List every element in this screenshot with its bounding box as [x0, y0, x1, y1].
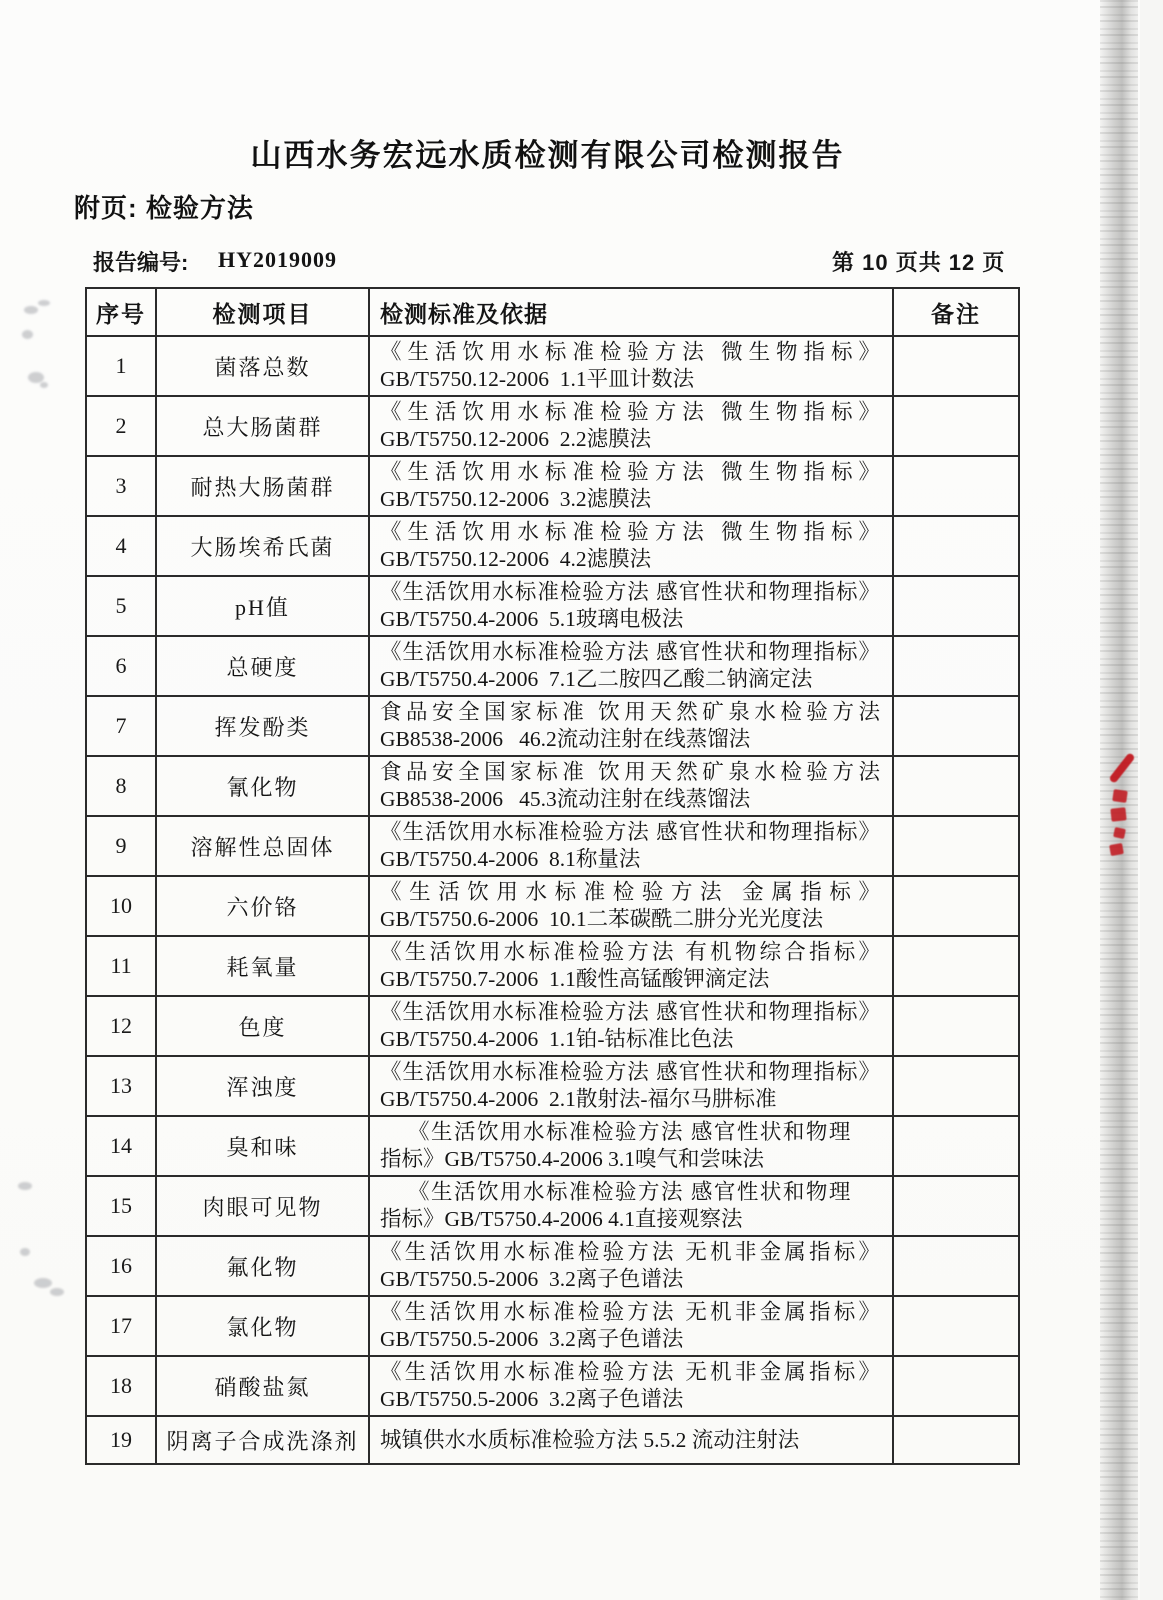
standard-line2: GB/T5750.6-2006 10.1二苯碳酰二肼分光光度法 — [380, 907, 824, 931]
test-item-label: 总大肠菌群 — [202, 414, 323, 440]
remark-cell — [893, 1056, 1019, 1116]
row-number: 9 — [115, 833, 127, 858]
standard-line1: 《生活饮用水标准检验方法 感官性状和物理指标》 — [380, 1000, 880, 1024]
remark-cell — [893, 636, 1019, 696]
standard-cell — [369, 1416, 893, 1464]
standard-line2: GB/T5750.7-2006 1.1酸性高锰酸钾滴定法 — [380, 967, 770, 991]
test-item-cell — [156, 1356, 369, 1416]
standard-cell — [369, 696, 893, 756]
remark-cell — [893, 1176, 1019, 1236]
standard-line2: GB/T5750.12-2006 4.2滤膜法 — [380, 547, 652, 571]
row-number: 1 — [115, 353, 127, 378]
remark-cell — [893, 1296, 1019, 1356]
stamp-stroke — [1108, 752, 1135, 784]
row-number-cell — [86, 936, 156, 996]
header-cell-index: 序号 — [86, 288, 156, 336]
test-item-label: 大肠埃希氏菌 — [190, 534, 335, 560]
table-row — [86, 936, 1019, 996]
test-item-cell — [156, 1236, 369, 1296]
standard-line1: 《生活饮用水标准检验方法 无机非金属指标》 — [380, 1240, 880, 1264]
stamp-mark — [1110, 807, 1126, 821]
scan-smudge — [34, 1278, 52, 1288]
remark-cell — [893, 1116, 1019, 1176]
standard-line1: 《生活饮用水标准检验方法 微生物指标》 — [380, 400, 880, 424]
standard-line2: GB8538-2006 45.3流动注射在线蒸馏法 — [380, 787, 751, 811]
table-row — [86, 816, 1019, 876]
standard-cell — [369, 756, 893, 816]
test-item-cell — [156, 456, 369, 516]
standard-cell — [369, 336, 893, 396]
remark-cell — [893, 456, 1019, 516]
standard-line2: GB/T5750.4-2006 5.1玻璃电极法 — [380, 607, 684, 631]
scan-smudge — [22, 330, 33, 339]
standard-cell — [369, 636, 893, 696]
table-row — [86, 396, 1019, 456]
red-stamp-fragment — [1103, 750, 1137, 870]
table-row — [86, 1356, 1019, 1416]
test-item-cell — [156, 696, 369, 756]
test-item-cell — [156, 636, 369, 696]
report-number-label: 报告编号: — [93, 250, 189, 275]
test-item-label: 耐热大肠菌群 — [190, 474, 335, 500]
row-number: 18 — [110, 1373, 132, 1398]
test-item-cell — [156, 1176, 369, 1236]
row-number-cell — [86, 1296, 156, 1356]
row-number: 13 — [110, 1073, 132, 1098]
standard-line2: 指标》GB/T5750.4-2006 3.1嗅气和尝味法 — [380, 1147, 765, 1171]
standard-cell — [369, 456, 893, 516]
stamp-mark — [1109, 843, 1124, 856]
appendix-subtitle: 附页: 检验方法 — [74, 193, 254, 223]
test-item-label: 浑浊度 — [226, 1074, 299, 1100]
row-number-cell — [86, 996, 156, 1056]
standard-cell — [369, 1356, 893, 1416]
test-item-cell — [156, 1056, 369, 1116]
standard-cell — [369, 1116, 893, 1176]
remark-cell — [893, 396, 1019, 456]
test-item-cell — [156, 1116, 369, 1176]
row-number: 10 — [110, 893, 132, 918]
test-item-label: 溶解性总固体 — [190, 834, 335, 860]
row-number: 16 — [110, 1253, 132, 1278]
row-number-cell — [86, 1116, 156, 1176]
stamp-mark — [1112, 789, 1128, 803]
methods-table-header — [86, 288, 1019, 336]
page-title: 山西水务宏远水质检测有限公司检测报告 — [250, 138, 845, 173]
standard-line2: GB/T5750.5-2006 3.2离子色谱法 — [380, 1387, 684, 1411]
scan-smudge — [40, 382, 48, 388]
row-number: 5 — [115, 593, 127, 618]
row-number: 14 — [110, 1133, 132, 1158]
standard-cell — [369, 396, 893, 456]
standard-line1: 食品安全国家标准 饮用天然矿泉水检验方法 — [380, 700, 880, 724]
standard-line2: GB8538-2006 46.2流动注射在线蒸馏法 — [380, 727, 751, 751]
standard-line1: 《生活饮用水标准检验方法 有机物综合指标》 — [380, 940, 880, 964]
standard-cell — [369, 996, 893, 1056]
row-number: 8 — [115, 773, 127, 798]
row-number: 2 — [115, 413, 127, 438]
standard-cell — [369, 576, 893, 636]
test-item-label: 氯化物 — [226, 1314, 299, 1340]
methods-table-body — [86, 336, 1019, 1464]
standard-cell — [369, 876, 893, 936]
test-item-cell — [156, 996, 369, 1056]
test-item-label: 耗氧量 — [226, 954, 299, 980]
table-row — [86, 876, 1019, 936]
test-item-label: 总硬度 — [226, 654, 299, 680]
standard-line2: GB/T5750.4-2006 8.1称量法 — [380, 847, 641, 871]
test-item-label: 氟化物 — [226, 1254, 299, 1280]
remark-cell — [893, 996, 1019, 1056]
standard-line1: 《生活饮用水标准检验方法 微生物指标》 — [380, 460, 880, 484]
table-row — [86, 636, 1019, 696]
standard-line1: 《生活饮用水标准检验方法 无机非金属指标》 — [380, 1300, 880, 1324]
standard-line2: GB/T5750.12-2006 2.2滤膜法 — [380, 427, 652, 451]
table-row — [86, 576, 1019, 636]
standard-line2: GB/T5750.5-2006 3.2离子色谱法 — [380, 1267, 684, 1291]
row-number-cell — [86, 336, 156, 396]
standard-line1: 《生活饮用水标准检验方法 感官性状和物理指标》 — [380, 580, 880, 604]
test-item-cell — [156, 516, 369, 576]
row-number: 19 — [110, 1427, 132, 1452]
remark-cell — [893, 696, 1019, 756]
table-row — [86, 336, 1019, 396]
test-item-cell — [156, 1416, 369, 1464]
test-item-cell — [156, 336, 369, 396]
row-number-cell — [86, 396, 156, 456]
table-row — [86, 456, 1019, 516]
remark-cell — [893, 876, 1019, 936]
test-item-cell — [156, 576, 369, 636]
standard-line2: GB/T5750.4-2006 2.1散射法-福尔马肼标准 — [380, 1087, 777, 1111]
remark-cell — [893, 816, 1019, 876]
standard-line1: 《生活饮用水标准检验方法 金属指标》 — [380, 880, 880, 904]
table-row — [86, 1236, 1019, 1296]
standard-line1: 城镇供水水质标准检验方法 5.5.2 流动注射法 — [380, 1427, 800, 1452]
standard-cell — [369, 1236, 893, 1296]
table-row — [86, 1296, 1019, 1356]
test-item-cell — [156, 876, 369, 936]
row-number-cell — [86, 516, 156, 576]
stamp-mark — [1113, 827, 1126, 839]
scan-smudge — [18, 1182, 32, 1190]
row-number-cell — [86, 1176, 156, 1236]
table-row — [86, 1116, 1019, 1176]
row-number: 4 — [115, 533, 127, 558]
test-item-label: 臭和味 — [226, 1134, 299, 1160]
row-number: 3 — [115, 473, 127, 498]
standard-line2: 指标》GB/T5750.4-2006 4.1直接观察法 — [380, 1207, 743, 1231]
standard-line2: GB/T5750.4-2006 7.1乙二胺四乙酸二钠滴定法 — [380, 667, 813, 691]
standard-line1: 《生活饮用水标准检验方法 感官性状和物理 — [408, 1120, 852, 1144]
row-number: 17 — [110, 1313, 132, 1338]
test-item-label: 六价铬 — [226, 894, 299, 920]
test-item-cell — [156, 756, 369, 816]
header-cell-item: 检测项目 — [156, 288, 369, 336]
row-number-cell — [86, 1356, 156, 1416]
standard-cell — [369, 936, 893, 996]
standard-line2: GB/T5750.4-2006 1.1铂-钴标准比色法 — [380, 1027, 734, 1051]
scan-smudge — [24, 306, 38, 314]
methods-table — [85, 287, 1020, 1465]
row-number: 7 — [115, 713, 127, 738]
standard-line1: 食品安全国家标准 饮用天然矿泉水检验方法 — [380, 760, 880, 784]
test-item-label: 菌落总数 — [214, 354, 311, 380]
test-item-cell — [156, 936, 369, 996]
header-cell-remark: 备注 — [893, 288, 1019, 336]
standard-cell — [369, 1296, 893, 1356]
standard-line2: GB/T5750.12-2006 3.2滤膜法 — [380, 487, 652, 511]
report-number-value: HY2019009 — [218, 247, 337, 272]
row-number-cell — [86, 696, 156, 756]
standard-line2: GB/T5750.5-2006 3.2离子色谱法 — [380, 1327, 684, 1351]
test-item-label: 硝酸盐氮 — [214, 1374, 311, 1400]
scan-smudge — [38, 300, 50, 306]
test-item-cell — [156, 816, 369, 876]
standard-line1: 《生活饮用水标准检验方法 感官性状和物理指标》 — [380, 1060, 880, 1084]
scan-smudge — [50, 1288, 64, 1296]
remark-cell — [893, 936, 1019, 996]
row-number: 12 — [110, 1013, 132, 1038]
remark-cell — [893, 1356, 1019, 1416]
standard-cell — [369, 516, 893, 576]
standard-cell — [369, 816, 893, 876]
remark-cell — [893, 1236, 1019, 1296]
row-number-cell — [86, 1236, 156, 1296]
test-item-label: 色度 — [238, 1014, 287, 1040]
page-indicator: 第 10 页共 12 页 — [832, 250, 1006, 275]
row-number-cell — [86, 456, 156, 516]
remark-cell — [893, 756, 1019, 816]
scan-smudge — [20, 1248, 30, 1256]
remark-cell — [893, 336, 1019, 396]
table-row — [86, 1056, 1019, 1116]
table-row — [86, 1176, 1019, 1236]
standard-line1: 《生活饮用水标准检验方法 微生物指标》 — [380, 520, 880, 544]
standard-line1: 《生活饮用水标准检验方法 无机非金属指标》 — [380, 1360, 880, 1384]
test-item-label: pH值 — [235, 594, 290, 620]
row-number-cell — [86, 636, 156, 696]
row-number-cell — [86, 756, 156, 816]
row-number-cell — [86, 1056, 156, 1116]
row-number-cell — [86, 576, 156, 636]
test-item-label: 氰化物 — [226, 774, 299, 800]
standard-line1: 《生活饮用水标准检验方法 感官性状和物理 — [408, 1180, 852, 1204]
remark-cell — [893, 516, 1019, 576]
row-number: 6 — [115, 653, 127, 678]
test-item-label: 肉眼可见物 — [202, 1194, 323, 1220]
row-number-cell — [86, 816, 156, 876]
test-item-label: 阴离子合成洗涤剂 — [166, 1428, 359, 1454]
header-cell-standard: 检测标准及依据 — [369, 288, 893, 336]
test-item-cell — [156, 1296, 369, 1356]
report-meta-row — [0, 246, 1100, 276]
test-item-label: 挥发酚类 — [214, 714, 311, 740]
row-number-cell — [86, 876, 156, 936]
test-item-cell — [156, 396, 369, 456]
standard-line1: 《生活饮用水标准检验方法 感官性状和物理指标》 — [380, 820, 880, 844]
table-row — [86, 516, 1019, 576]
row-number: 11 — [110, 953, 132, 978]
table-row — [86, 1416, 1019, 1464]
standard-cell — [369, 1056, 893, 1116]
row-number-cell — [86, 1416, 156, 1464]
header-row — [86, 288, 1019, 336]
standard-line1: 《生活饮用水标准检验方法 微生物指标》 — [380, 340, 880, 364]
standard-line1: 《生活饮用水标准检验方法 感官性状和物理指标》 — [380, 640, 880, 664]
remark-cell — [893, 576, 1019, 636]
table-row — [86, 756, 1019, 816]
standard-cell — [369, 1176, 893, 1236]
standard-line2: GB/T5750.12-2006 1.1平皿计数法 — [380, 367, 695, 391]
remark-cell — [893, 1416, 1019, 1464]
row-number: 15 — [110, 1193, 132, 1218]
table-row — [86, 996, 1019, 1056]
table-row — [86, 696, 1019, 756]
